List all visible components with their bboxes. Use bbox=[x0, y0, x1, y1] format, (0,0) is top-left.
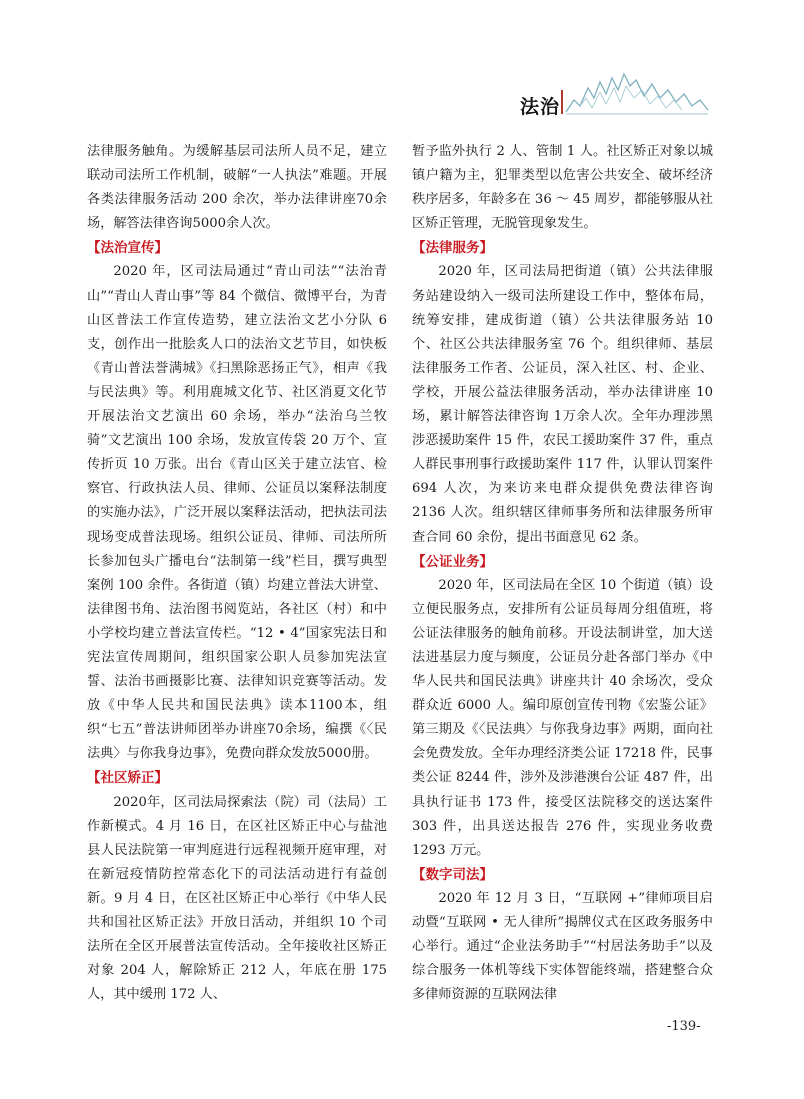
paragraph: 2020年，区司法局探索法（院）司（法局）工作新模式。4 月 16 日，在区社区矫正中心与盐池县人民法院第一审判庭进行远程视频开庭审理，对在新冠疫情防控常态化下的司法活动进行有益创新。9 月 4 日，在区社区矫正中心举行《中华人民共和国社区矫正法》开放日活动，并组织 10 个司法所在全区开展普法宣传活动。全年接收社区矫正对象 204 人，解除矫正 212 人，年底在册 175 人，其中缓刑 172 人、 bbox=[87, 794, 387, 1003]
paragraph: 暂予监外执行 2 人、管制 1 人。社区矫正对象以城镇户籍为主，犯罪类型以危害公共安全、破坏经济秩序居多，年龄多在 36 ～ 45 周岁，都能够服从社区矫正管理，无脱管现象发生。 bbox=[412, 144, 713, 232]
section-title: 法治 bbox=[520, 96, 561, 118]
heading-label: 社区矫正 bbox=[100, 770, 155, 787]
section-heading-shequ-jiaozheng: 【社区矫正】 bbox=[87, 770, 168, 787]
heading-label: 法律服务 bbox=[425, 240, 480, 257]
section-heading-gongzheng-yewu: 【公证业务】 bbox=[412, 553, 493, 570]
paragraph: 2020 年，区司法局把街道（镇）公共法律服务站建设纳入一级司法所建设工作中，整体布局，统筹安排，建成街道（镇）公共法律服务站 10 个、社区公共法律服务室 76 个。组织律师、基层法律服务工作者、公证员，深入社区、村、企业、学校，开展公益法律服务活动，举办法律讲座 10场，累计解答法律咨询 1万余人次。全年办理涉黑涉恶援助案件 15 件，农民工援助案件 37 件，重点人群民事刑事行政援助案件 117 件，认罪认罚案件 694 人次，为来访来电群众提供免费法律咨询 2136 人次。组织辖区律师事务所和法律服务所审查合同 60 余份，提出书面意见 62 条。 bbox=[412, 264, 713, 545]
section-heading-falv-fuwu: 【法律服务】 bbox=[412, 240, 493, 257]
right-column bbox=[412, 140, 713, 1007]
heading-label: 法治宣传 bbox=[100, 240, 155, 257]
heading-label: 公证业务 bbox=[425, 553, 480, 570]
page-number: -139- bbox=[667, 1019, 701, 1034]
paragraph: 2020 年，区司法局在全区 10 个街道（镇）设立便民服务点，安排所有公证员每周分组值班，将公证法律服务的触角前移。开设法制讲堂，加大送法进基层力度与频度，公证员分赴各部门举办《中华人民共和国民法典》讲座共计 40 余场次，受众群众近 6000 人。编印原创宣传刊物《宏鉴公证》第三期及《〈民法典〉与你我身边事》两期，面向社会免费发放。全年办理经济类公证 17218 件，民事类公证 8244 件，涉外及涉港澳台公证 487 件，出具执行证书 173 件，接受区法院移交的送达案件 303 件，出具送达报告 276 件，实现业务收费 1293 万元。 bbox=[412, 577, 713, 858]
heading-label: 数字司法 bbox=[425, 866, 480, 883]
section-heading-shuzi-sifa: 【数字司法】 bbox=[412, 866, 493, 883]
page-header bbox=[520, 68, 710, 118]
paragraph: 2020 年，区司法局通过“青山司法”“法治青山”“青山人青山事”等 84 个微信、微博平台，为青山区普法工作宣传造势，建立法治文艺小分队 6 支，创作出一批脍炙人口的法治文艺节目，如快板《青山普法誉满城》《扫黑除恶扬正气》，相声《我与民法典》等。利用鹿城文化节、社区消夏文化节开展法治文艺演出 60 余场，举办“法治乌兰牧骑”文艺演出 100 余场，发放宣传袋 20 万个、宣传折页 10 万张。出台《青山区关于建立法官、检察官、行政执法人员、律师、公证员以案释法制度的实施办法》，广泛开展以案释法活动，把执法司法现场变成普法现场。组织公证员、律师、司法所所长参加包头广播电台“法制第一线”栏目，撰写典型案例 100 余件。各街道（镇）均建立普法大讲堂、法律图书角、法治图书阅览站，各社区（村）和中小学校均建立普法宣传栏。“12 • 4”国家宪法日和宪法宣传周期间，组织国家公职人员参加宪法宣誓、法治书画摄影比赛、法律知识竞赛等活动。发放《中华人民共和国民法典》读本1100本，组织“七五”普法讲师团举办讲座70余场，编撰《〈民法典〉与你我身边事》，免费向群众发放5000册。 bbox=[87, 264, 387, 762]
left-column bbox=[87, 140, 387, 1007]
paragraph: 法律服务触角。为缓解基层司法所人员不足，建立联动司法所工作机制，破解“一人执法”难题。开展各类法律服务活动 200 余次，举办法律讲座70余场，解答法律咨询5000余人次。 bbox=[87, 144, 387, 232]
paragraph: 2020 年 12 月 3 日，“互联网 +”律师项目启动暨“互联网 • 无人律所”揭牌仪式在区政务服务中心举行。通过“企业法务助手”“村居法务助手”以及综合服务一体机等线下实体智能终端，搭建整合众多律师资源的互联网法律 bbox=[412, 890, 713, 1003]
section-heading-fazhi-xuanchuan: 【法治宣传】 bbox=[87, 240, 168, 257]
mountain-range-icon bbox=[560, 68, 710, 118]
